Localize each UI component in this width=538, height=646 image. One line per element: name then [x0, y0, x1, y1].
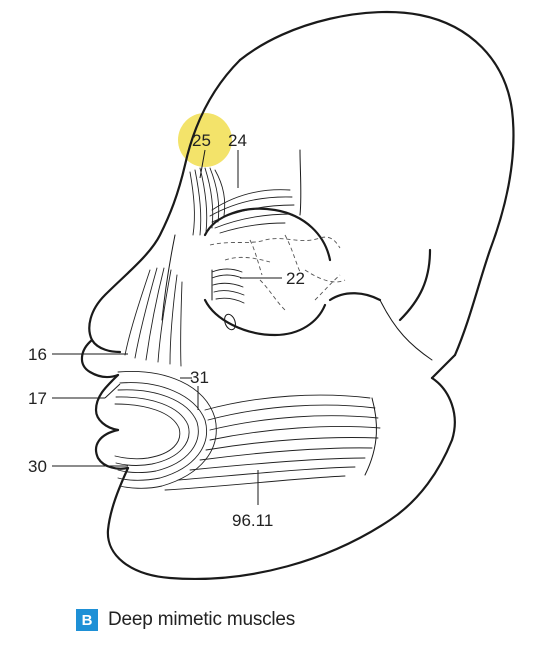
muscle-buccinator-fibers [165, 395, 380, 490]
figure-badge: B [76, 609, 98, 631]
label-24: 24 [228, 131, 247, 150]
label-25: 25 [192, 131, 211, 150]
muscle-25-fibers [190, 168, 225, 235]
label-17: 17 [28, 389, 47, 408]
label-22: 22 [286, 269, 305, 288]
muscle-30-fibers [115, 371, 216, 488]
label-31: 31 [190, 368, 209, 387]
figure-title: Deep mimetic muscles [108, 609, 296, 630]
muscle-22-fibers [212, 269, 244, 303]
muscle-16-fibers [125, 268, 182, 366]
figure-caption [76, 606, 295, 634]
label-16: 16 [28, 345, 47, 364]
label-30: 30 [28, 457, 47, 476]
label-96-11: 96.11 [232, 511, 274, 530]
head-outline [82, 12, 514, 579]
